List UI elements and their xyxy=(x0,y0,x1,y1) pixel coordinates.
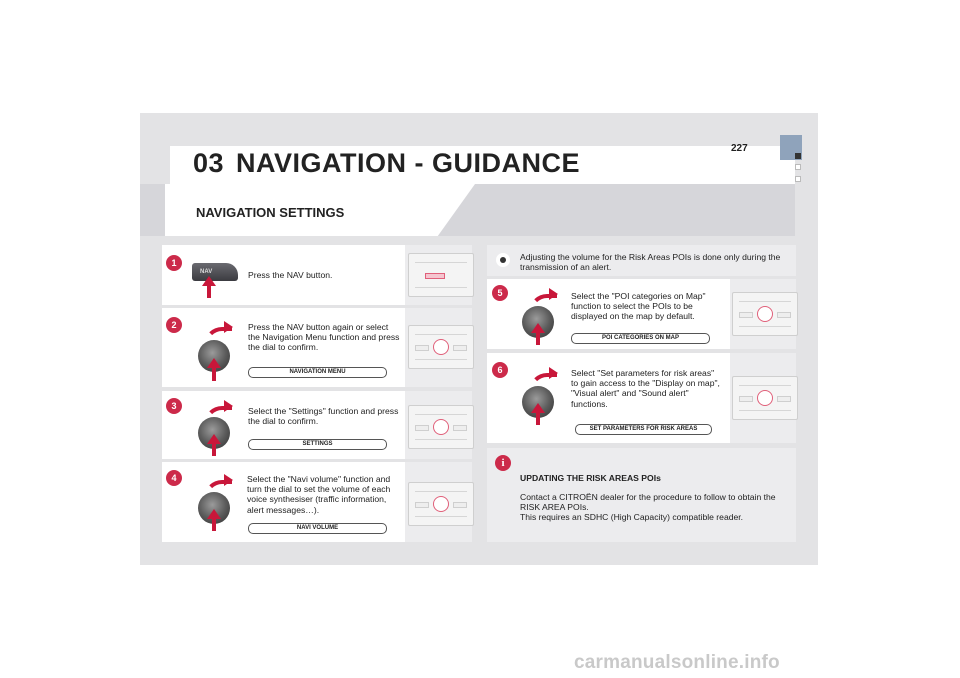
rotate-arrow-icon xyxy=(224,400,233,412)
rotate-arrow-icon xyxy=(224,474,233,486)
step-text: Select the "Navi volume" function and turn the dial to set the volume of each voice synthesiser (traffic information, alert messages…). xyxy=(247,474,391,515)
rotate-arrow-icon xyxy=(224,321,233,333)
tip-text: Adjusting the volume for the Risk Areas POIs is done only during the transmission of an alert. xyxy=(520,252,781,273)
rotate-arrow-icon xyxy=(549,367,558,379)
step-text: Press the NAV button. xyxy=(248,270,333,280)
lightbulb-icon xyxy=(496,253,510,267)
step-number: 1 xyxy=(166,255,182,271)
watermark: carmanualsonline.info xyxy=(574,652,780,673)
menu-button-label: NAVI VOLUME xyxy=(248,523,387,534)
press-arrow-icon xyxy=(212,518,216,531)
radio-unit-icon xyxy=(732,292,798,336)
press-arrow-icon xyxy=(531,323,545,333)
step-number: 4 xyxy=(166,470,182,486)
chapter-indicator-square xyxy=(795,164,801,170)
press-arrow-icon xyxy=(207,509,221,519)
chapter-heading xyxy=(193,148,580,179)
press-arrow-icon xyxy=(212,443,216,456)
info-text: Contact a CITROËN dealer for the procedure to follow to obtain the RISK AREA POIs. xyxy=(520,492,776,513)
chapter-number: 03 xyxy=(193,148,225,178)
radio-unit-icon xyxy=(408,482,474,526)
chapter-indicator-square xyxy=(795,153,801,159)
menu-button-label: NAVIGATION MENU xyxy=(248,367,387,378)
nav-key-icon: NAV xyxy=(192,263,238,281)
step-text: Select the "Settings" function and press the dial to confirm. xyxy=(248,406,399,427)
radio-unit-icon xyxy=(408,405,474,449)
rotate-arrow-icon xyxy=(549,288,558,300)
press-arrow-icon xyxy=(212,367,216,381)
step-number: 5 xyxy=(492,285,508,301)
chapter-title: NAVIGATION - GUIDANCE xyxy=(236,148,581,178)
press-arrow-icon xyxy=(531,403,545,413)
press-arrow-icon xyxy=(536,412,540,425)
header-notch xyxy=(140,146,170,184)
menu-button-label: SET PARAMETERS FOR RISK AREAS xyxy=(575,424,712,435)
info-text: This requires an SDHC (High Capacity) compatible reader. xyxy=(520,512,744,522)
page-number: 227 xyxy=(731,143,748,154)
info-title: UPDATING THE RISK AREAS POIs xyxy=(520,473,661,483)
section-title: NAVIGATION SETTINGS xyxy=(196,205,345,220)
step-text: Select "Set parameters for risk areas" to gain access to the "Display on map", "Visual alert" and "Sound alert" functions. xyxy=(571,368,720,409)
step-text: Select the "POI categories on Map" function to select the POIs to be displayed on the map by default. xyxy=(571,291,706,322)
press-arrow-icon xyxy=(207,358,221,368)
press-arrow-icon xyxy=(207,434,221,444)
step-number: 2 xyxy=(166,317,182,333)
press-arrow-icon xyxy=(202,276,216,286)
step-number: 6 xyxy=(492,362,508,378)
radio-unit-icon xyxy=(408,325,474,369)
menu-button-label: SETTINGS xyxy=(248,439,387,450)
step-number: 3 xyxy=(166,398,182,414)
press-arrow-icon xyxy=(207,285,211,298)
radio-unit-icon xyxy=(732,376,798,420)
radio-unit-icon xyxy=(408,253,474,297)
press-arrow-icon xyxy=(536,332,540,345)
menu-button-label: POI CATEGORIES ON MAP xyxy=(571,333,710,344)
chapter-indicator-square xyxy=(795,176,801,182)
step-text: Press the NAV button again or select the Navigation Menu function and press the dial to confirm. xyxy=(248,322,400,353)
info-icon: i xyxy=(495,455,511,471)
